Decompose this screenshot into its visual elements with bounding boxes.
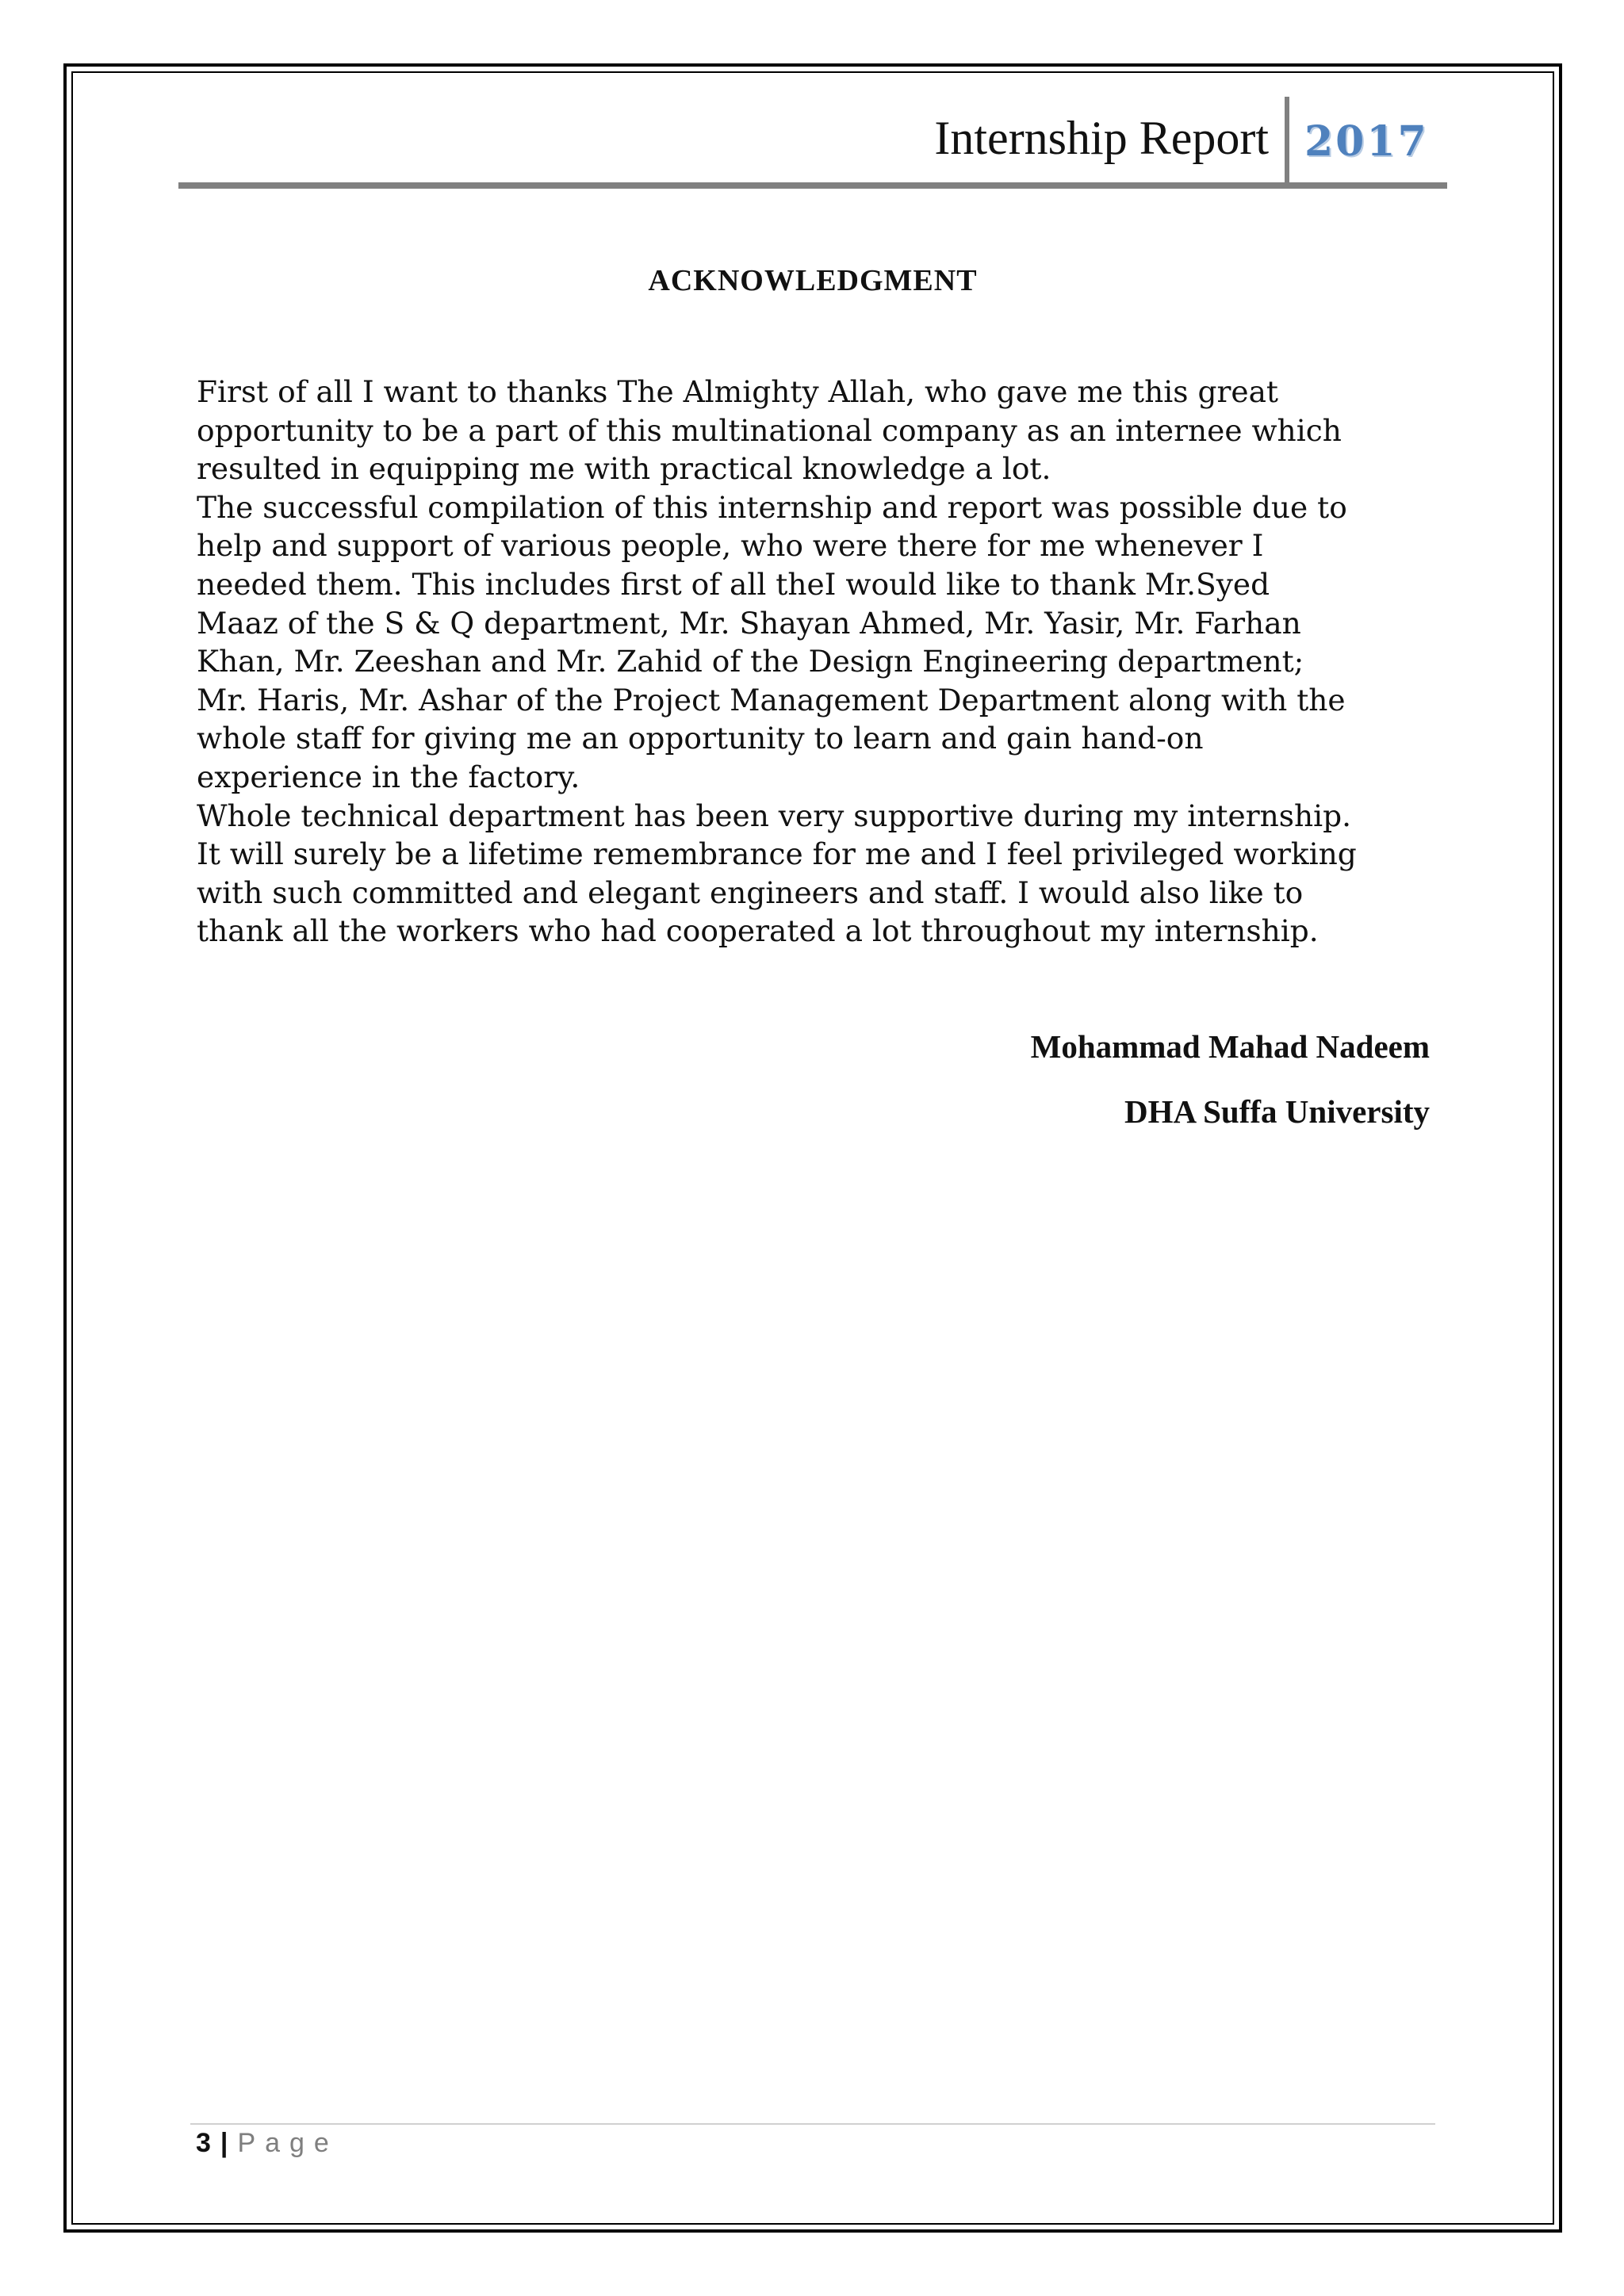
signature-block [1031,1027,1430,1158]
page-header [178,95,1447,190]
body-line: thank all the workers who had cooperated a lot throughout my internship. [197,913,1319,949]
header-rule [178,182,1447,189]
body-line: The successful compilation of this internship and report was possible due to [197,489,1347,525]
body-line: Mr. Haris, Mr. Ashar of the Project Management Department along with the [197,682,1346,718]
page-label: Page [237,2128,339,2158]
header-year: 2017 [1304,117,1429,166]
body-line: Khan, Mr. Zeeshan and Mr. Zahid of the Design Engineering department; [197,644,1304,679]
body-line: help and support of various people, who were there for me whenever I [197,528,1264,564]
body-line: First of all I want to thanks The Almighty Allah, who gave me this great [197,374,1278,409]
body-line: Whole technical department has been very supportive during my internship. [197,798,1352,833]
header-divider [1285,97,1289,184]
section-heading: ACKNOWLEDGMENT [648,264,978,297]
body-line: needed them. This includes first of all theI would like to thank Mr.Syed [197,566,1270,602]
signature-name: Mohammad Mahad Nadeem [1030,1028,1430,1065]
footer-rule [190,2123,1435,2125]
footer-separator: | [220,2128,228,2158]
body-line: It will surely be a lifetime remembrance for me and I feel privileged working [197,836,1357,872]
acknowledgment-body [197,373,1438,951]
body-line: with such committed and elegant engineers and staff. I would also like to [197,874,1304,910]
page-footer [196,2128,339,2159]
signature-institution: DHA Suffa University [1124,1093,1430,1130]
body-line: opportunity to be a part of this multinational company as an internee which [197,412,1342,448]
body-line: Maaz of the S & Q department, Mr. Shayan Ahmed, Mr. Yasir, Mr. Farhan [197,605,1301,641]
page-number: 3 [196,2128,211,2158]
header-title: Internship Report [934,112,1269,164]
body-line: resulted in equipping me with practical knowledge a lot. [197,451,1051,487]
body-line: whole staff for giving me an opportunity to learn and gain hand-on [197,721,1204,756]
body-line: experience in the factory. [197,759,580,794]
